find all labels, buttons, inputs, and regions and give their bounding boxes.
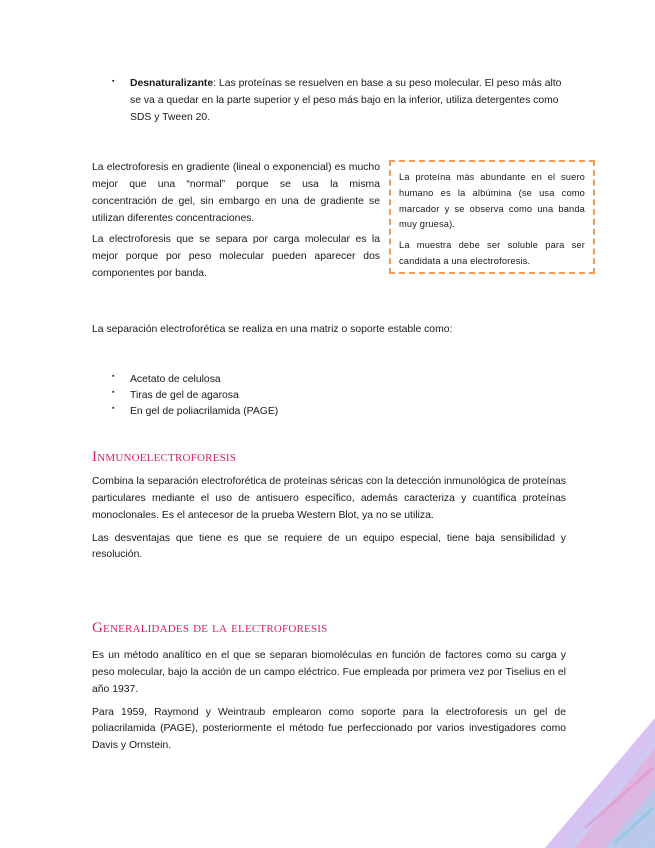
section-inmuno [92,474,566,570]
square-bullet-icon: ▪ [112,405,115,413]
bullet-desnaturalizante [112,76,567,127]
list-item: ▪ En gel de poliacrilamida (PAGE) [112,405,279,418]
inmuno-paragraph-2: Las desventajas que tiene es que se requiere de un equipo especial, tiene baja sensibilidad y resolución. [92,532,566,561]
generalidades-paragraph-1: Es un método analítico en el que se separan biomoléculas en función de factores como su carga y peso molecular, bajo la acción de un campo eléctrico. Fue empleada por primera vez por Tiselius en el año 1937. [92,650,566,695]
supports-list [112,372,278,420]
callout-paragraph-1: La proteína más abundante en el suero humano es la albúmina (se usa como marcador y se observa como una banda muy gruesa). [399,172,585,230]
watercolor-corner-decoration [545,718,655,848]
heading-inmunoelectroforesis: Inmunoelectroforesis [92,449,237,465]
callout-box [389,160,595,274]
square-bullet-icon: ▪ [112,373,115,380]
section-generalidades [92,648,566,761]
list-item: ▪ Tiras de gel de agarosa [112,389,239,402]
gradient-paragraph-2: La electroforesis que se separa por carga molecular es la mejor porque por peso molecular pueden aparecer dos componentes por banda. [92,234,380,280]
separation-intro: La separación electroforética se realiza en una matriz o soporte estable como: [92,324,453,335]
gradient-paragraph-1: La electroforesis en gradiente (lineal o exponencial) es mucho mejor que una “normal” porque se usa la misma concentración de gel, sin embargo en una de gradiente se utilizan diferentes concentraciones. [92,162,380,224]
square-bullet-icon: ▪ [112,78,115,85]
heading-generalidades: Generalidades de la electroforesis [92,620,328,636]
callout-paragraph-2: La muestra debe ser soluble para ser candidata a una electroforesis. [399,240,585,266]
bullet-term: Desnaturalizante [130,78,214,89]
gradient-paragraphs [92,160,380,288]
list-item: ▪ Acetato de celulosa [112,373,221,385]
square-bullet-icon: ▪ [112,389,115,397]
bullet-text: : Las proteínas se resuelven en base a su peso molecular. El peso más alto se va a quedar en la parte superior y el peso más bajo en la inferior, utiliza detergentes como SDS y Tween 20. [130,78,562,123]
inmuno-paragraph-1: Combina la separación electroforética de proteínas séricas con la detección inmunológica de proteínas particulares mediante el uso de antisuero específico, además caracteriza y cuantifica proteínas monoclonales. Es el antecesor de la prueba Western Blot, ya no se utiliza. [92,476,566,521]
generalidades-paragraph-2: Para 1959, Raymond y Weintraub emplearon como soporte para la electroforesis un gel de poliacrilamida (PAGE), posteriormente el método fue perfeccionado por varios investigadores como Davis y Ornstein. [92,706,566,752]
